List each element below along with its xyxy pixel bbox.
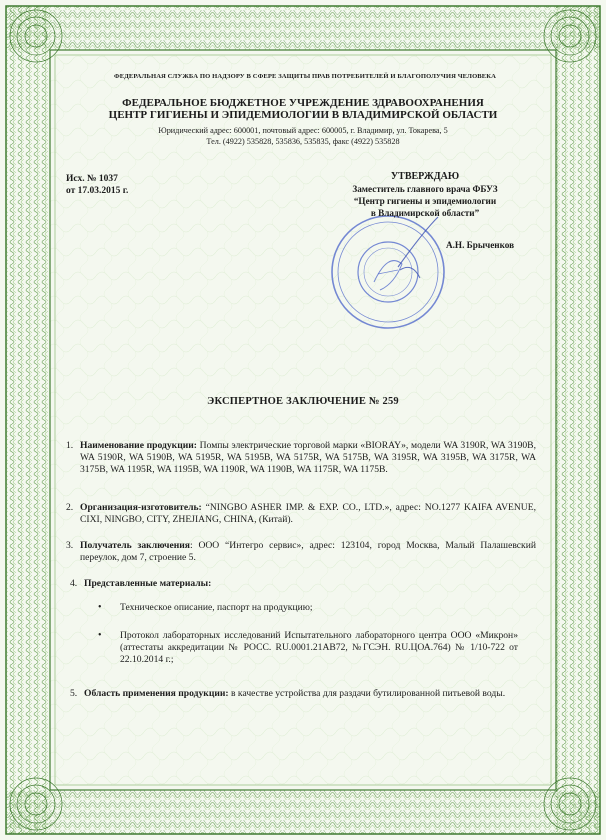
item-recipient bbox=[66, 540, 536, 564]
phones-line: Тел. (4922) 535828, 535836, 535835, факс (4922) 535828 bbox=[206, 136, 400, 146]
item-label: Область применения продукции: bbox=[84, 688, 229, 699]
item-product-name bbox=[66, 440, 536, 476]
item-manufacturer bbox=[66, 502, 536, 526]
reference-number: Исх. № 1037 bbox=[66, 174, 118, 184]
item-label: Получатель заключения bbox=[80, 540, 190, 551]
item-label: Организация-изготовитель: bbox=[80, 502, 202, 513]
item-number: 2. bbox=[66, 502, 74, 513]
organization-address bbox=[70, 126, 536, 147]
item-number: 1. bbox=[66, 440, 74, 451]
approval-heading: УТВЕРЖДАЮ bbox=[390, 171, 460, 182]
approval-line-3: в Владимирской области” bbox=[370, 208, 480, 218]
bullet-icon: • bbox=[98, 602, 102, 613]
item-label: Наименование продукции: bbox=[80, 440, 197, 451]
document-title: ЭКСПЕРТНОЕ ЗАКЛЮЧЕНИЕ № 259 bbox=[207, 396, 399, 407]
bullet-icon: • bbox=[98, 630, 102, 641]
material-text: Протокол лабораторных исследований Испытательного лабораторного центра ООО «Микрон» (аттестаты аккредитации № РОСС. RU.0001.21АВ72, №ГСЭН. RU.ЦОА.764) № 1/10-722 от 22.10.2014 г.; bbox=[120, 630, 518, 665]
material-text: Техническое описание, паспорт на продукцию; bbox=[120, 602, 313, 613]
organization-line-1: ФЕДЕРАЛЬНОЕ БЮДЖЕТНОЕ УЧРЕЖДЕНИЕ ЗДРАВООХРАНЕНИЯ bbox=[122, 97, 484, 109]
material-item bbox=[98, 630, 518, 666]
document-content bbox=[66, 70, 536, 790]
signer-name: А.Н. Брыченков bbox=[446, 240, 515, 250]
approval-block bbox=[310, 171, 540, 219]
item-text: в качестве устройства для раздачи бутилированной питьевой воды. bbox=[228, 688, 506, 699]
approval-line-1: Заместитель главного врача ФБУЗ bbox=[352, 184, 498, 194]
item-text: Помпы электрические торговой марки «BIORAY», модели WA 3190R, WA 3190B, WA 5190R, WA 5190B, WA 5195R, WA 5195B, WA 5175R, WA 5175B, WA 3195R, WA 3195B, WA 3175R, WA 3175B, WA 1195R, WA 1195B, WA 1190R, WA 1190B, WA 1175R, WA 1175B. bbox=[80, 440, 536, 475]
reference-date: от 17.03.2015 г. bbox=[66, 185, 129, 196]
ministry-line: ФЕДЕРАЛЬНАЯ СЛУЖБА ПО НАДЗОРУ В СФЕРЕ ЗАЩИТЫ ПРАВ ПОТРЕБИТЕЛЕЙ И БЛАГОПОЛУЧИЯ ЧЕЛОВЕКА bbox=[113, 73, 497, 80]
address-line: Юридический адрес: 600001, почтовый адрес: 600005, г. Владимир, ул. Токарева, 5 bbox=[158, 126, 448, 135]
item-number: 4. bbox=[70, 578, 78, 589]
organization-name bbox=[70, 97, 536, 121]
item-number: 5. bbox=[70, 688, 78, 699]
item-text: : ООО “Интегро сервис», адрес: 123104, город Москва, Малый Палашевский переулок, дом 7, строение 5. bbox=[80, 540, 536, 563]
item-text: “NINGBO ASHER IMP. & EXP. CO., LTD.», адрес: NO.1277 KAIFA AVENUE, CIXI, NINGBO, CITY, ZHEJIANG, CHINA, (Китай). bbox=[80, 502, 536, 525]
material-item bbox=[98, 602, 518, 614]
round-stamp bbox=[328, 212, 448, 332]
item-label: Представленные материалы: bbox=[84, 578, 212, 589]
item-application-area bbox=[66, 688, 536, 700]
organization-line-2: ЦЕНТР ГИГИЕНЫ И ЭПИДЕМИОЛОГИИ В ВЛАДИМИРСКОЙ ОБЛАСТИ bbox=[108, 109, 498, 121]
outgoing-reference bbox=[66, 174, 128, 197]
item-materials bbox=[66, 578, 536, 590]
approval-line-2: “Центр гигиены и эпидемиологии bbox=[353, 196, 497, 206]
item-number: 3. bbox=[66, 540, 74, 551]
